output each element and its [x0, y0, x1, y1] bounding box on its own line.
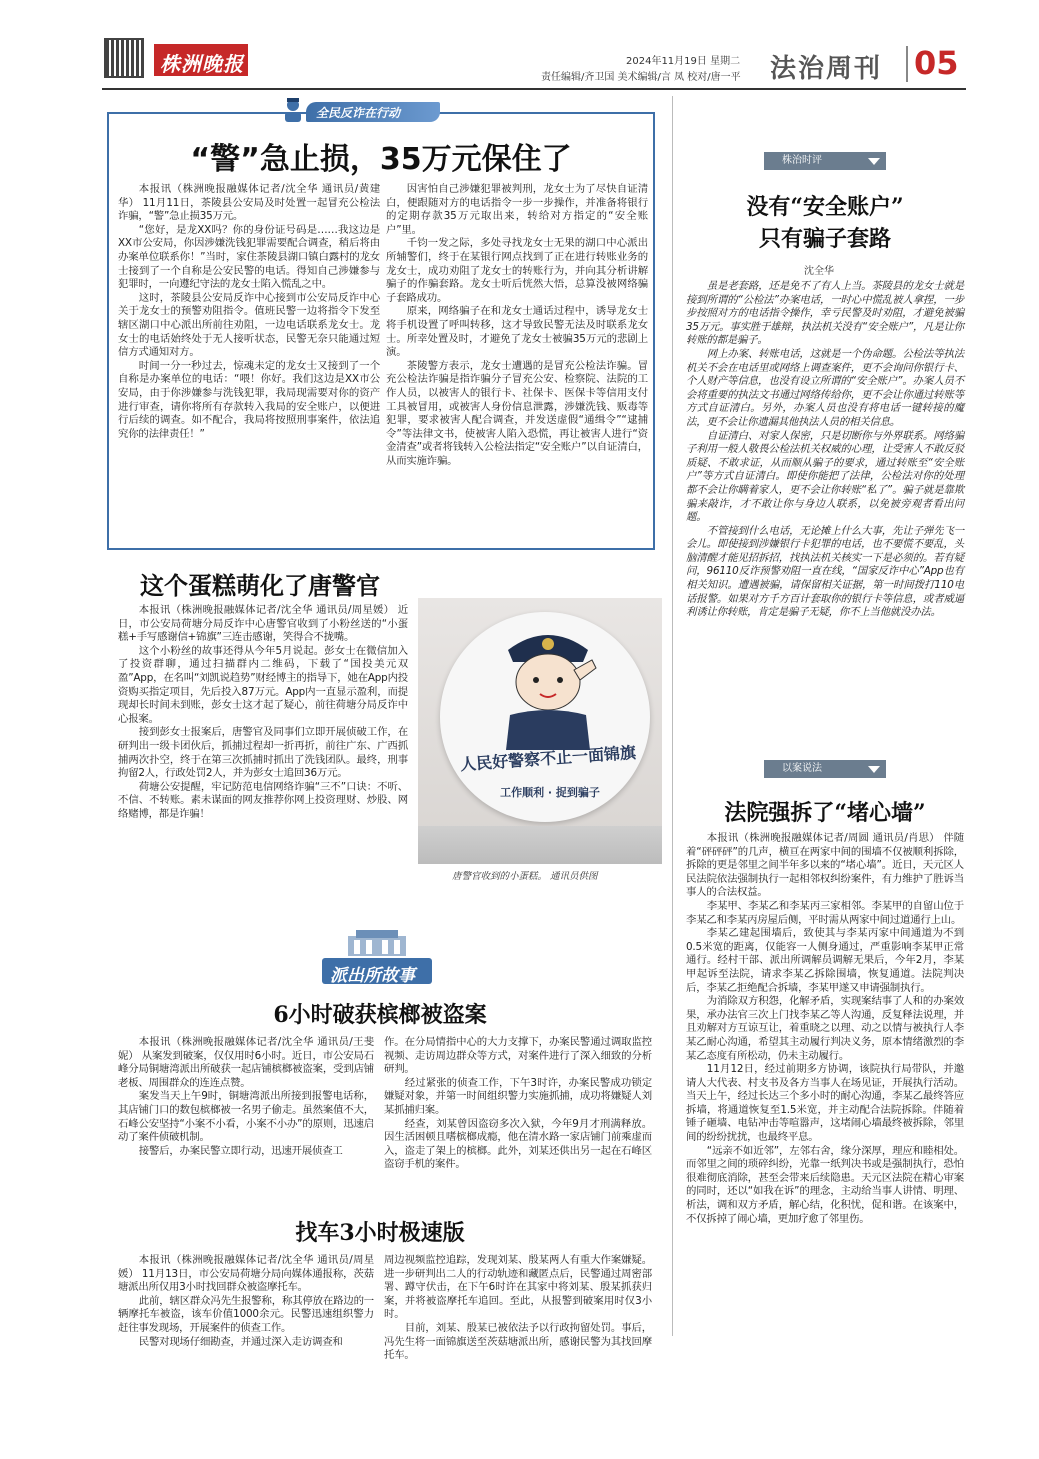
sidebar1-para: 网上办案、转账电话，这就是一个伪命题。公检法等执法机关不会在电话里或网络上调查案件，更不会询问你银行卡、个人财产等信息，也没有设立所谓的“安全账户”。办案人员不会将重要的执法文书通过网络传给你，更不会让你通过转账等方式自证清白。另外，办案人员也没有将电话一键转接的魔法，更不会让你遗漏其他执法人员的相关信息。 [686, 347, 964, 428]
police-station-icon [346, 928, 408, 958]
sidebar1-title-line1: 没有“安全账户” [746, 194, 904, 220]
article3-title: 6小时破获槟榔被盗案 [273, 1002, 487, 1028]
article2-title: 这个蛋糕萌化了唐警官 [140, 571, 380, 600]
sidebar-tag-commentary [764, 152, 886, 170]
qr-code [104, 38, 144, 78]
sidebar2-para: 李某甲、李某乙和李某丙三家相邻。李某甲的自留山位于李某乙和李某丙房屋后侧，平时需从两家中间过道通行上山。 [686, 899, 964, 926]
article2-para: 接到彭女士报案后，唐警官及同事们立即开展侦破工作，在研判出一级卡团伙后，抓捕过程却一折再折，前往广东、广西抓捕两次扑空，终于在第三次抓捕时抓出了洗钱团队。最终，刑事拘留2人，行政处罚2人，并为彭女士追回36万元。 [118, 726, 408, 780]
article1-para: 因害怕自己涉嫌犯罪被判刑，龙女士为了尽快自证清白，便跟随对方的电话指令一步一步操作，并准备将银行的定期存款35万元取出来，转给对方指定的“安全账户”里。 [386, 183, 648, 236]
sidebar2-para: “远亲不如近邻”，左邻右舍，缘分深厚，理应和睦相处。而邻里之间的琐碎纠纷，光靠一纸判决书或是强制执行，恐怕很难彻底消除，甚至会带来后续隐患。天元区法院在精心审案的同时，还以“如我在诉”的理念，主动给当事人讲情、明理、析法，调和双方矛盾，解心结，化积忧，促和谐。在该案中，不仅拆掉了闹心墙，更加疗愈了邻里伤。 [686, 1144, 964, 1225]
sidebar1-para: 不管接到什么电话，无论摊上什么大事，先让子弹先飞一会儿。即使接到涉嫌银行卡犯罪的电话，也不要慌不要乱，头脑清醒才能见招拆招，找执法机关核实一下是必须的。若有疑问，96110反诈预警劝阻一直在线，“国家反诈中心”App也有相关知识。遭遇被骗，请保留相关证据，第一时间拨打110电话报警。如果对方千方百计套取你的银行卡等信息，或者威逼利诱让你转账，肯定是骗子无疑，你不上当他就没办法。 [686, 524, 964, 619]
article4-left-column [118, 1254, 374, 1349]
article1-para: 时间一分一秒过去，惊魂未定的龙女士又接到了一个自称是办案单位的电话：“喂！你好。我们这边是XX市公安局，由于你涉嫌参与洗钱犯罪，我局现需要对你的资产进行审查，请你将所有存款转入我局的安全账户，以便进行后续的调查。如不配合，我局将按照刑事案件，依法追究你的法律责任！” [118, 359, 380, 440]
article1-para: 这时，茶陵县公安局反诈中心接到市公安局反诈中心关于龙女士的预警劝阻指令。值班民警一边将指令下发至辖区湖口中心派出所前往劝阻，一边电话联系龙女士。龙女士的电话始终处于无人接听状态，民警无奈只能通过短信方式通知对方。 [118, 291, 380, 359]
police-icon [282, 96, 304, 122]
article4-para: 民警对现场仔细勘查，并通过深入走访调查和 [138, 1335, 343, 1348]
article2-para: 荷塘公安提醒，牢记防范电信网络诈骗“三不”口诀：不听、不信、不转账。素未谋面的网友推荐你网上投资理财、炒股、网络赌博，都是诈骗！ [118, 780, 408, 820]
sidebar2-para: 为消除双方积怨，化解矛盾，实现案结事了人和的办案效果，承办法官三次上门找李某乙等人沟通，反复释法说理，并且劝解对方互谅互让，着重晓之以理、动之以情与被执行人李某乙耐心沟通，希望其主动履行判决义务，原本情绪激烈的李某乙态度有所松动，仍未主动履行。 [686, 995, 964, 1062]
section-name: 法治周刊 [770, 54, 883, 84]
article4-right-column [384, 1254, 652, 1363]
sidebar2-para: 11月12日，经过前期多方协调，该院执行局带队，并邀请人大代表、村支书及各方当事人在场见证，开展执行活动。当天上午，经过长达三个多小时的耐心沟通，李某乙最终答应拆墙，将通道恢复至1.5米宽，并主动配合法院拆除。伴随着锤子砸墙、电钻冲击等喧嚣声，这堵闹心墙最终被拆除，邻里间的纷纷扰扰，也最终平息。 [686, 1063, 964, 1144]
page-number: 05 [914, 44, 959, 82]
section-label: 派出所故事 [330, 966, 415, 986]
cake-text-big: 人民好警察不止一面锦旗 [459, 742, 637, 775]
article3-para: 作。在分局情指中心的大力支撑下，办案民警通过调取监控视频、走访周边群众等方式，对案件进行了深入细致的分析研判。 [384, 1036, 652, 1076]
article4-para: 周边视频监控追踪，发现刘某、殷某两人有重大作案嫌疑。进一步研判出二人的行动轨迹和藏匿点后，民警通过周密部署、蹲守伏击，在下午6时许在其家中将刘某、殷某抓获归案，并将被盗摩托车追回。至此，从报警到破案用时仅3小时。 [384, 1254, 652, 1321]
article4-title: 找车3小时极速版 [295, 1220, 465, 1246]
article4-para: 此前，辖区群众冯先生报警称，称其停放在路边的一辆摩托车被盗，该车价值1000余元。民警迅速组织警力赶往事发现场，开展案件的侦查工作。 [118, 1294, 374, 1334]
article3-left-column [118, 1036, 374, 1158]
sidebar1-para: 自证清白、对家人保密，只是切断你与外界联系。网络骗子利用一般人敬畏公检法机关权威的心理，让受害人不敢反驳质疑、不敢求证，从而顺从骗子的要求，通过转账至“安全账户”等方式自证清白。即使你能把了法律，公检法对你的处理都不会让你瞒着家人，更不会让你转账“私了”。骗子就是靠欺骗来敲诈，才不敢让你与身边人联系，以免被旁观者看出问题。 [686, 429, 964, 524]
masthead-rule [102, 88, 966, 90]
cake-photo [418, 598, 662, 864]
article1-para: 茶陵警方表示，龙女士遭遇的是冒充公检法诈骗。冒充公检法诈骗是指诈骗分子冒充公安、检察院、法院的工作人员，以被害人的银行卡、社保卡、医保卡等信用支付工具被冒用，或被害人身份信息泄露，涉嫌洗钱、贩毒等犯罪，要求被害人配合调查，并发送虚假“通缉令”“逮捕令”等法律文书，使被害人陷入恐慌，再让被害人进行“资金清查”或者将钱转入公检法指定“安全账户”以自证清白，从而实施诈骗。 [386, 359, 648, 467]
sidebar1-column [686, 280, 964, 620]
sidebar-tag-label: 以案说法 [782, 763, 822, 774]
photo-caption: 唐警官收到的小蛋糕。 通讯员供图 [452, 871, 598, 882]
article1-para: 原来，网络骗子在和龙女士通话过程中，诱导龙女士将手机设置了呼叫转移，这才导致民警无法及时联系龙女士。所幸处置及时，才避免了龙女士被骗35万元的悲剧上演。 [386, 305, 648, 359]
article3-para: 接警后，办案民警立即行动，迅速开展侦查工 [138, 1144, 343, 1157]
article4-para: 本报讯（株洲晚报融媒体记者/沈全华 通讯员/周星媛） 11月13日，市公安局荷塘分局向媒体通报称，茨菇塘派出所仅用3小时找回群众被盗摩托车。 [118, 1254, 374, 1294]
article3-para: 本报讯（株洲晚报融媒体记者/沈全华 通讯员/王斐妮） 从案发到破案，仅仅用时6小时。近日，市公安局石峰分局铜塘湾派出所破获一起店铺槟榔被盗案，受到店铺老板、周围群众的连连点赞。 [118, 1036, 374, 1089]
article1-para: “您好，是龙XX吗？你的身份证号码是……我这边是XX市公安局，你因涉嫌洗钱犯罪需要配合调查，稍后将由办案单位联系你！”当时，家住茶陵县湖口镇白露村的龙女士接到了一个自称是公安民警的电话。得知自己涉嫌参与犯罪时，一向遵纪守法的龙女士陷入慌乱之中。 [118, 223, 380, 291]
article2-para: 本报讯（株洲晚报融媒体记者/沈全华 通讯员/周星媛） 近日，市公安局荷塘分局反诈中心唐警官收到了小粉丝送的“小蛋糕+手写感谢信+锦旗”三连击感谢，笑得合不拢嘴。 [118, 604, 408, 644]
banner-label: 全民反诈在行动 [316, 106, 401, 120]
article1-title: “警”急止损，35万元保住了 [190, 142, 572, 177]
article4-para: 目前，刘某、殷某已被依法予以行政拘留处罚。事后，冯先生将一面锦旗送至茨菇塘派出所，感谢民警为其找回摩托车。 [384, 1321, 652, 1362]
column-divider [672, 96, 673, 1336]
article2-column [118, 604, 408, 822]
sidebar1-title-line2: 只有骗子套路 [758, 226, 891, 252]
article3-para: 经过紧张的侦查工作，下午3时许，办案民警成功锁定嫌疑对象，并第一时间组织警力实施抓捕，成功将嫌疑人刘某抓捕归案。 [384, 1076, 652, 1116]
sidebar2-para: 李某乙建起围墙后，致使其与李某丙家中间通道为不到0.5米宽的距离，仅能容一人侧身通过，严重影响李某甲正常通行。经村干部、派出所调解员调解无果后，今年2月，李某甲起诉至法院，请求李某乙拆除围墙，恢复通道。法院判决后，李某乙拒绝配合拆墙，李某甲遂又申请强制执行。 [686, 927, 964, 994]
article1-left-column [118, 183, 380, 441]
editors-line: 责任编辑/齐卫国 美术编辑/言 凤 校对/唐一平 [541, 72, 741, 83]
article3-para: 案发当天上午9时，铜塘湾派出所接到报警电话称，其店铺门口的数包槟榔被一名男子偷走。虽然案值不大，石峰公安坚持“小案不小看，小案不小办”的原则，迅速启动了案件侦破机制。 [118, 1090, 374, 1144]
sidebar1-para: 虽是老套路，还是免不了有人上当。茶陵县的龙女士就是接到所谓的“公检法”办案电话，一时心中慌乱被人拿捏，一步步按照对方的电话指令操作，幸亏民警及时劝阻，才避免被骗35万元。事实胜于雄辩，执法机关没有“安全账户”，凡是让你转账的都是骗子。 [686, 280, 964, 347]
article1-para: 千钧一发之际，多处寻找龙女士无果的湖口中心派出所辅警们，终于在某银行网点找到了正在进行转账业务的龙女士，成功劝阻了龙女士的转账行为，并向其分析讲解骗子的作骗套路。龙女士听后恍然大悟，总算没被网络骗子套路成功。 [386, 237, 648, 304]
article3-right-column [384, 1036, 652, 1172]
article1-right-column [386, 183, 648, 468]
header-divider [906, 46, 908, 82]
article1-para: 本报讯（株洲晚报融媒体记者/沈全华 通讯员/黄建华） 11月11日，茶陵县公安局及时处置一起冒充公检法诈骗，“警”急止损35万元。 [118, 183, 380, 223]
article2-para: 这个小粉丝的故事还得从今年5月说起。彭女士在微信加入了投资群聊，通过扫描群内二维码，下载了“国投美元双盈”App，在名叫“刘凯说趋势”财经博主的指导下，她在App内投资购买指定项目，先后投入87万元。App内一直显示盈利，而提现却长时间未到账，彭女士这才起了疑心，前往荷塘分局反诈中心报案。 [118, 644, 408, 725]
sidebar-tag-case [764, 760, 886, 778]
sidebar2-para: 本报讯（株洲晚报融媒体记者/周圆 通讯员/肖思） 伴随着“砰砰砰”的几声，横亘在两家中间的围墙不仅被顺利拆除，拆除的更是邻里之间半年多以来的“堵心墙”。近日，天元区人民法院依法强制执行一起相邻权纠纷案件，有力维护了胜诉当事人的合法权益。 [686, 832, 964, 899]
article3-para: 经查，刘某曾因盗窃多次入狱，今年9月才刑满释放。因生活困顿且嗜槟榔成瘾，他在清水路一家店铺门前乘虚而入，盗走了架上的槟榔。此外，刘某还供出另一起在石峰区盗窃手机的案件。 [384, 1117, 652, 1171]
sidebar1-author: 沈全华 [804, 266, 834, 277]
newspaper-logo-text: 株洲晚报 [160, 52, 244, 76]
cake-text-small: 工作顺利 · 捉到骗子 [500, 786, 600, 799]
sidebar2-column [686, 832, 964, 1226]
sidebar2-title: 法院强拆了“堵心墙” [724, 800, 926, 826]
date-line: 2024年11月19日 星期二 [626, 56, 741, 67]
sidebar-tag-label: 株治时评 [782, 155, 822, 166]
